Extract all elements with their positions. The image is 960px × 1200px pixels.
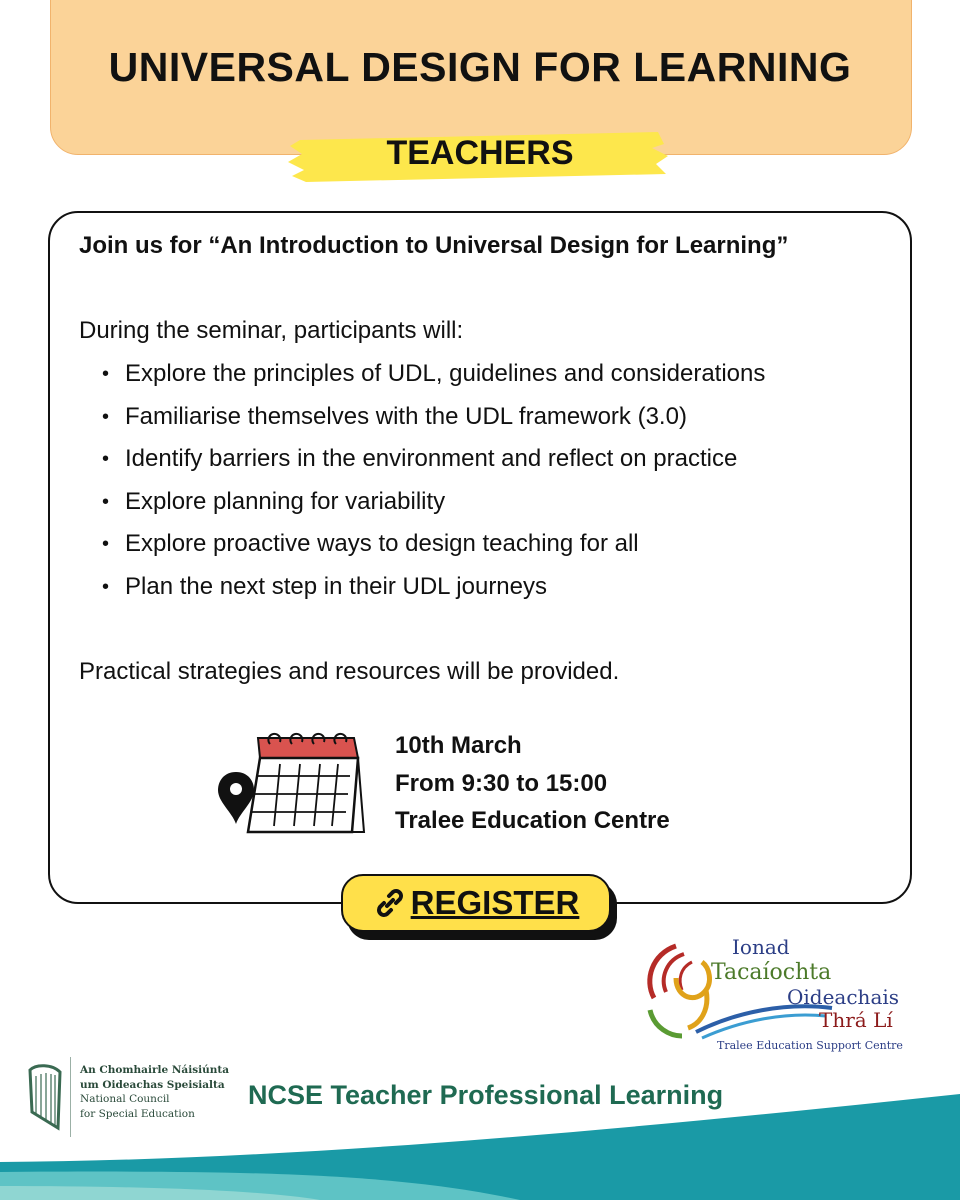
lead-text: During the seminar, participants will: [79,317,464,344]
tesc-english-name: Tralee Education Support Centre [717,1039,903,1052]
ncse-english-line2: for Special Education [80,1107,195,1120]
tesc-line3: Oideachais [787,985,900,1009]
harp-icon [22,1062,66,1132]
list-item: • Plan the next step in their UDL journeys [100,567,765,610]
register-button[interactable] [341,874,611,932]
tesc-line1: Ionad [732,935,790,959]
list-item: • Explore proactive ways to design teaching for all [100,524,765,567]
objectives-list [100,354,765,610]
location-pin-icon [218,772,254,824]
list-item: • Identify barriers in the environment and reflect on practice [100,439,765,482]
event-date: 10th March [395,732,522,759]
closing-text: Practical strategies and resources will be provided. [79,658,620,685]
page-title: UNIVERSAL DESIGN FOR LEARNING [108,44,852,90]
event-details [395,732,670,845]
ncse-irish-line1: An Chomhairle Náisiúnta [80,1064,230,1076]
logo-divider [70,1057,71,1137]
program-title: NCSE Teacher Professional Learning [248,1080,724,1110]
audience-label: TEACHERS [386,134,574,172]
calendar-icon [218,728,368,840]
intro-heading: Join us for “An Introduction to Universal Design for Learning” [79,232,789,259]
list-item: • Familiarise themselves with the UDL framework (3.0) [100,397,765,440]
register-label: REGISTER [410,884,580,921]
tesc-line2: Tacaíochta [711,960,832,985]
event-time: From 9:30 to 15:00 [395,769,608,797]
ncse-irish-line2: um Oideachas Speisialta [80,1078,225,1091]
list-item: • Explore planning for variability [100,482,765,525]
list-item: • Explore the principles of UDL, guidelines and considerations [100,354,765,397]
link-icon [373,886,407,920]
tesc-line4: Thrá Lí [819,1008,893,1032]
ncse-logo-text [80,1063,229,1121]
ncse-english-line1: National Council [80,1093,170,1105]
event-venue: Tralee Education Centre [395,807,670,834]
